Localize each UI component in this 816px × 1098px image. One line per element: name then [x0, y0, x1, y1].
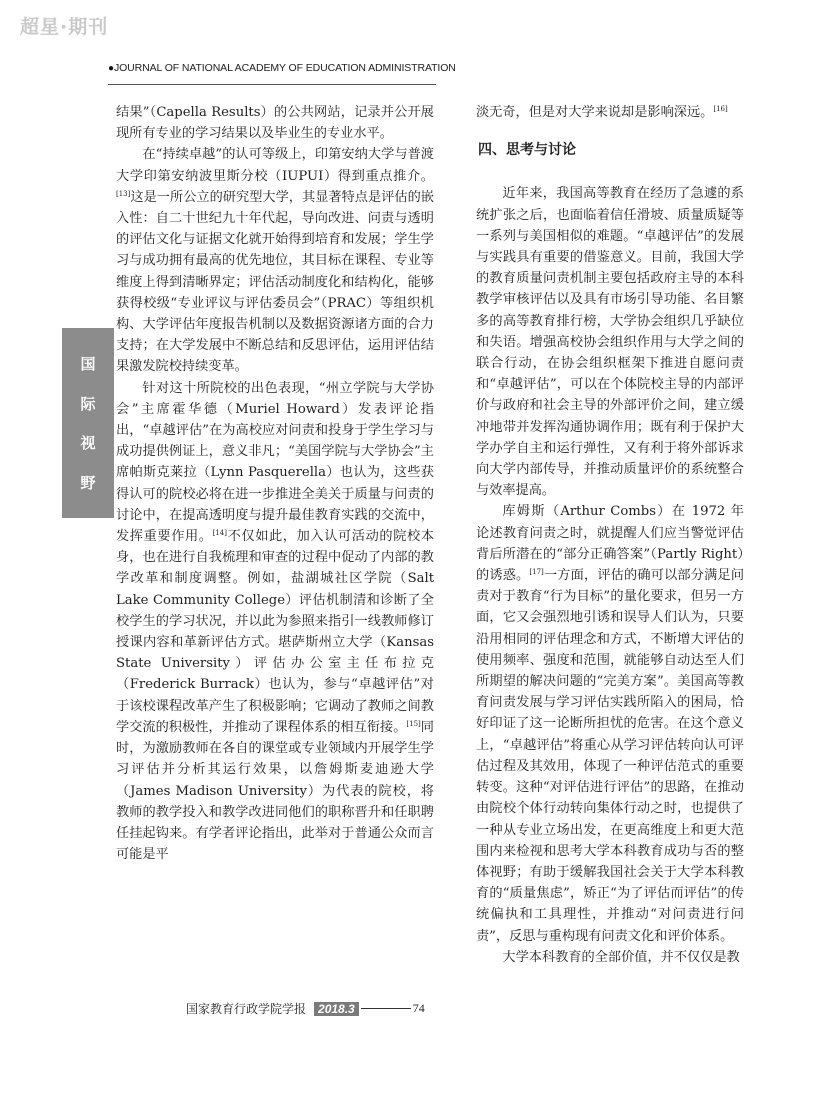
section-side-tab: [62, 328, 114, 518]
right-column: [476, 102, 744, 968]
section-heading: 四、思考与讨论: [478, 142, 576, 159]
side-tab-char: 国: [80, 355, 96, 374]
side-tab-char: 际: [80, 394, 96, 413]
paragraph: 库姆斯（Arthur Combs）在 1972 年论述教育问责之时，就提醒人们应当警觉评估背后所潜在的“部分正确答案”（Partly Right）的诱惑。[17]一方面，评估的确可以部分满足问责对于教育“行为目标”的量化要求，但另一方面，它又会强烈地引诱和误导人们认为，只要沿用相同的评估理念和方式，不断增大评估的使用频率、强度和范围，就能够自动达至人们所期望的解决问题的“完美方案”。美国高等教育问责发展与学习评估实践所陷入的困局，恰好印证了这一论断所担忧的危害。在这个意义上，“卓越评估”将重心从学习评估转向认可评估过程及其效用，体现了一种评估范式的重要转变。这种“对评估进行评估”的思路，在推动由院校个体行动转向集体行动之时，也提供了一种从专业立场出发，在更高维度上和更大范围内来检视和思考大学本科教育成功与否的整体视野；有助于缓解我国社会关于大学本科教育的“质量焦虑”，矫正“为了评估而评估”的传统偏执和工具理性，并推动“对问责进行问责”，反思与重构现有问责文化和评价体系。: [476, 504, 745, 944]
header-rule: [108, 84, 436, 85]
paragraph: 淡无奇，但是对大学来说却是影响深远。[16]: [476, 105, 728, 120]
side-tab-char: 野: [80, 473, 96, 492]
paragraph: 结果”（Capella Results）的公共网站，记录并公开展现所有专业的学习结果以及毕业生的专业水平。: [116, 105, 434, 142]
paragraph: 大学本科教育的全部价值，并不仅仅是教: [502, 949, 740, 965]
bullet-icon: ●: [108, 63, 114, 74]
left-column: [116, 102, 434, 865]
paragraph: 近年来，我国高等教育在经历了急遽的系统扩张之后，也面临着信任滑坡、质量质疑等一系列与美国相似的难题。“卓越评估”的发展与实践具有重要的借鉴意义。目前，我国大学的教育质量问责机制主要包括政府主导的本科教学审核评估以及具有市场引导功能、名目繁多的高等教育排行榜，大学协会组织几乎缺位和失语。增强高校协会组织作用与大学之间的联合行动，在协会组织框架下推进自愿问责和“卓越评估”，可以在个体院校主导的内部评价与政府和社会主导的外部评价之间，建立缓冲地带并发挥沟通协调作用；既有利于保护大学办学自主和运行弹性，又有利于将外部诉求向大学内部传导，并推动质量评价的系统整合与效率提高。: [476, 186, 744, 499]
citation: [16]: [713, 105, 728, 113]
paragraph: 针对这十所院校的出色表现，“州立学院与大学协会”主席霍华德（Muriel Howard）发表评论指出，“卓越评估”在为高校应对问责和投身于学生学习与成功提供例证上，意义非凡；“美国学院与大学协会”主席帕斯克莱拉（Lynn Pasquerella）也认为，这些获得认可的院校必将在进一步推进全美关于质量与问责的讨论中，在提高透明度与提升最佳教育实践的交流中，发挥重要作用。[14]不仅如此，加入认可活动的院校本身，也在进行自我梳理和审查的过程中促动了内部的教学改革和制度调整。例如，盐湖城社区学院（Salt Lake Community College）评估机制清和诊断了全校学生的学习状况，并以此为参照来指引一线教师修订授课内容和革新评估方式。堪萨斯州立大学（Kansas State University）评估办公室主任布拉克（Frederick Burrack）也认为，参与“卓越评估”对于该校课程改革产生了积极影响；它调动了教师之间教学交流的积极性，并推动了课程体系的相互衔接。[15]同时，为激励教师在各自的课堂或专业领域内开展学生学习评估并分析其运行效果，以詹姆斯麦迪逊大学（James Madison University）为代表的院校，将教师的教学投入和教学改进同他们的职称晋升和任职聘任挂起钩来。有学者评论指出，此举对于普通公众而言可能是平: [116, 380, 435, 863]
citation: [14]: [212, 529, 227, 538]
issue-badge: 2018.3: [314, 1002, 359, 1016]
journal-title-en: JOURNAL OF NATIONAL ACADEMY OF EDUCATION ADMINISTRATION: [113, 62, 456, 74]
side-tab-char: 视: [80, 434, 96, 453]
citation: [13]: [116, 189, 131, 198]
running-head: [108, 62, 456, 74]
paragraph: 在“持续卓越”的认可等级上，印第安纳大学与普渡大学印第安纳波里斯分校（IUPUI）得到重点推介。[13]这是一所公立的研究型大学，其显著特点是评估的嵌入性：自二十世纪九十年代起，导向改进、问责与透明的评估文化与证据文化就开始得到培育和发展；学生学习与成功拥有最高的优先地位，其目标在课程、专业等维度上得到清晰界定；评估活动制度化和结构化，能够获得校级“专业评议与评估委员会”（PRAC）等组织机构、大学评估年度报告机制以及数据资源诸方面的合力支持；在大学发展中不断总结和反思评估，运用评估结果激发院校持续变革。: [116, 147, 434, 375]
citation: [15]: [406, 719, 421, 728]
page-number: 74: [412, 1001, 425, 1015]
page-footer: [186, 1000, 425, 1017]
citation: [17]: [529, 568, 544, 577]
footer-rule: [361, 1008, 411, 1009]
journal-name: 国家教育行政学院学报: [186, 1002, 307, 1016]
watermark-logo: 超星·期刊: [20, 16, 109, 38]
